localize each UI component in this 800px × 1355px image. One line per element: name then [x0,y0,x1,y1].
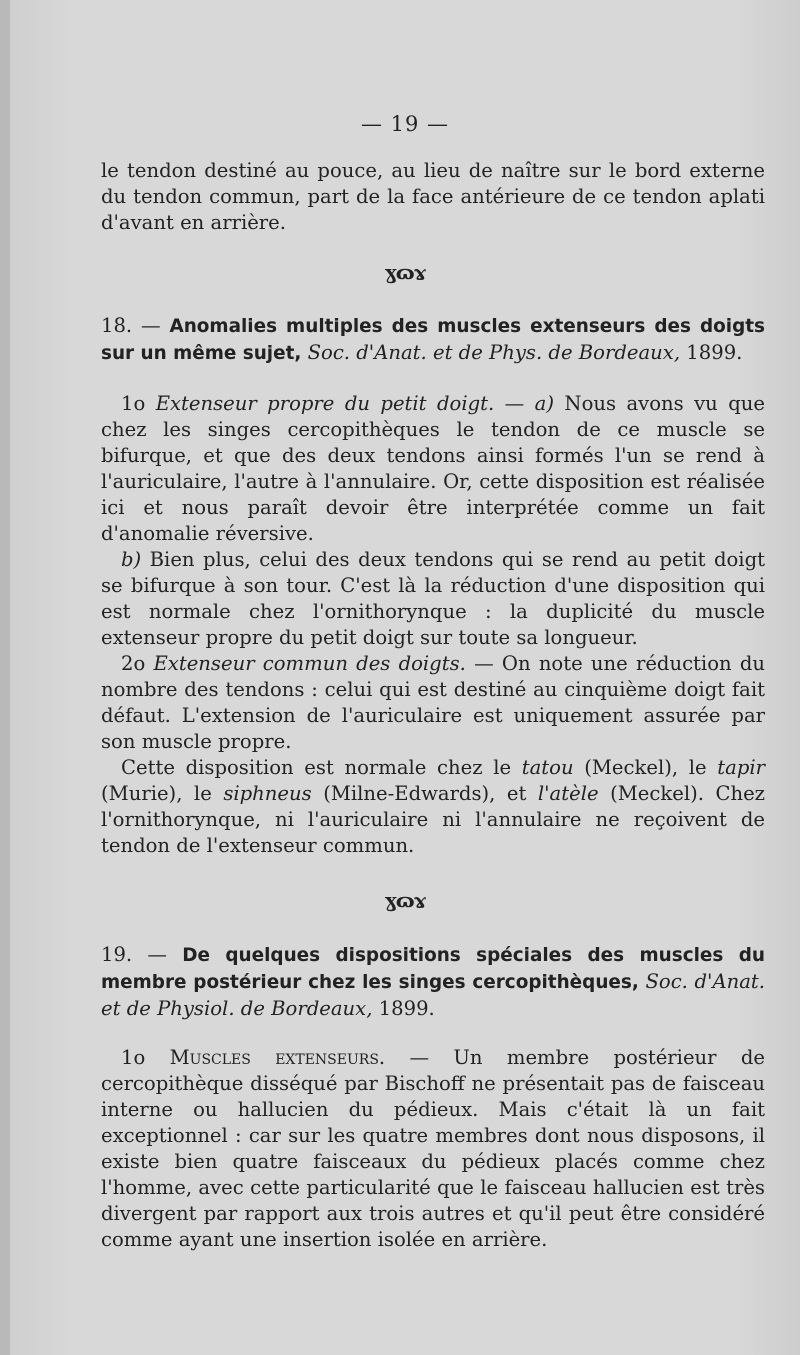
intro-paragraph [101,158,765,236]
ornament-divider: ɣɷɤ [384,888,426,912]
entry-title: De quelques dispositions spéciales des muscles du membre postérieur chez les singes cercopithèques, [101,945,765,993]
entry-journal: Soc. d'Anat. et de Phys. de Bordeaux, [307,341,681,364]
ornament-divider: ɣɷɤ [384,260,426,284]
entry-19-heading [101,942,765,1022]
entry-number: 19. — [101,943,183,966]
entry-number: 18. — [101,314,170,337]
section-title: Extenseur commun des doigts. [153,652,466,675]
body-paragraph: 1o Muscles extenseurs. — Un membre postérieur de cercopithèque disséqué par Bischoff ne présentait pas de faisceau interne ou hallucien du pédieux. Mais c'était là un fait exceptionnel : car sur les quatre membres dont nous disposons, il existe bien quatre faisceaux du pédieux placés comme chez l'homme, avec cette particularité que le faisceau hallucien est très divergent par rapport aux trois autres et qu'il peut être considéré comme ayant une insertion isolée en arrière. [101,1046,765,1251]
entry-journal: Soc. d'Anat. et de Physiol. de Bordeaux, [101,970,765,1020]
intro-text: le tendon destiné au pouce, au lieu de naître sur le bord externe du tendon commun, part de la face antérieure de ce tendon aplati d'avant en arrière. [101,159,765,234]
body-paragraph: b) Bien plus, celui des deux tendons qui se rend au petit doigt se bifurque à son tour. C'est là la réduction d'une disposition qui est normale chez l'ornithorynque : la duplicité du muscle extenseur propre du petit doigt sur toute sa longueur. [101,548,765,649]
entry-year: 1899. [372,997,435,1020]
entry-18-body [101,391,765,859]
body-paragraph: 2o Extenseur commun des doigts. — On note une réduction du nombre des tendons : celui qui est destiné au cinquième doigt fait défaut. L'extension de l'auriculaire est uniquement assurée par son muscle propre. [101,652,765,753]
section-title: Extenseur propre du petit doigt. [155,392,495,415]
entry-title: Anomalies multiples des muscles extenseurs des doigts sur un même sujet, [101,316,765,364]
body-paragraph: Cette disposition est normale chez le tatou (Meckel), le tapir (Murie), le siphneus (Milne-Edwards), et l'atèle (Meckel). Chez l'ornithorynque, ni l'auriculaire ni l'annulaire ne reçoivent de tendon de l'extenseur commun. [101,756,766,857]
section-title: Muscles extenseurs. [169,1046,386,1069]
body-paragraph: 1o Extenseur propre du petit doigt. — a) Nous avons vu que chez les singes cercopithèques le tendon de ce muscle se bifurque, et que des deux tendons ainsi formés l'un se rend à l'auriculaire, l'autre à l'annulaire. Or, cette disposition est réalisée ici et nous paraît devoir être interprétée comme un fait d'anomalie réversive. [101,392,765,545]
entry-18-heading [101,313,765,367]
page-number: — 19 — [360,112,450,136]
entry-year: 1899. [680,341,743,364]
page [10,0,800,1355]
entry-19-body [101,1045,765,1253]
